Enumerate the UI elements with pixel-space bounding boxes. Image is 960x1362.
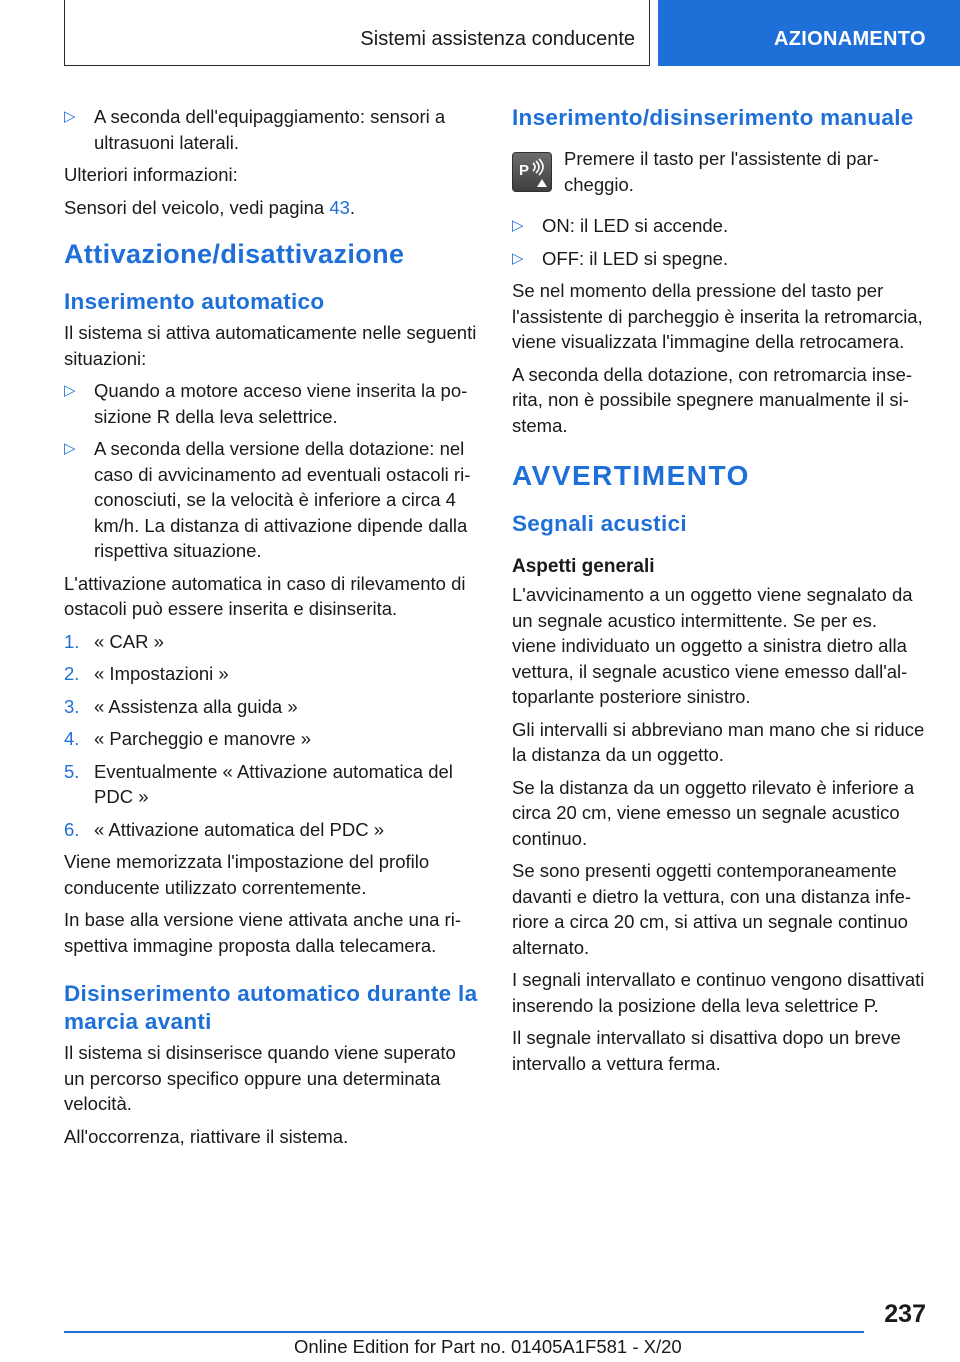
subsection-heading: Disinserimento automatico durante la marcia avanti — [64, 981, 478, 1034]
park-assist-button-icon — [512, 152, 552, 192]
paragraph-text: . — [349, 196, 356, 218]
list-item — [512, 213, 926, 239]
bullet-triangle-icon: ▷ — [512, 217, 524, 234]
section-heading: Attivazione/disattivazione — [64, 239, 405, 269]
footer-divider — [64, 1331, 864, 1333]
paragraph: L'avvicinamento a un oggetto viene segnalato da un segnale acustico intermittente. Se per es. viene individuato un oggetto a sinistra dietro alla vettura, il segnale acustico viene emesso dall'altoparlante posteriore sinistro. — [512, 584, 913, 707]
icon-instruction — [512, 146, 926, 197]
list-item-text: A seconda dell'equipaggiamento: sensori a ultrasuoni laterali. — [94, 106, 446, 153]
list-item — [64, 436, 478, 564]
chapter-tab[interactable] — [658, 0, 960, 66]
paragraph: Ulteriori informazioni: — [64, 164, 238, 185]
step-text: « Attivazione automatica del PDC » — [94, 818, 384, 840]
header-section-box — [64, 0, 650, 66]
list-item — [64, 104, 478, 155]
paragraph: Il sistema si disinserisce quando viene superato un percorso specifico oppure una determinata velocità. — [64, 1042, 456, 1114]
page-link[interactable]: 43 — [329, 196, 350, 218]
chapter-tab-label: AZIONAMENTO — [774, 28, 926, 50]
paragraph: Gli intervalli si abbreviano man mano che si riduce la distanza da un oggetto. — [512, 718, 925, 765]
paragraph: Se la distanza da un oggetto rilevato è inferiore a circa 20 cm, viene emesso un segnale acustico continuo. — [512, 776, 915, 849]
paragraph-sensors — [64, 195, 478, 221]
bullet-triangle-icon: ▷ — [64, 108, 76, 125]
step-number: 4. — [64, 728, 80, 749]
subsection-heading: Inserimento/disinserimento manuale — [512, 105, 914, 130]
paragraph-text: Sensori del veicolo, vedi pagina — [64, 196, 330, 218]
footer-edition: Online Edition for Part no. 01405A1F581 - X/20 — [294, 1336, 682, 1357]
paragraph: L'attivazione automatica in caso di rilevamento di ostacoli può essere inserita e disinserita. — [64, 572, 466, 619]
right-column — [512, 104, 926, 1083]
page-number: 237 — [884, 1300, 926, 1328]
step-number: 2. — [64, 663, 80, 684]
paragraph: Viene memorizzata l'impostazione del profilo conducente utilizzato correntemente. — [64, 851, 430, 898]
minor-heading: Aspetti generali — [512, 556, 655, 577]
step-text: « Parcheggio e manovre » — [94, 728, 311, 749]
subsection-heading: Inserimento automatico — [64, 289, 325, 314]
step-number: 5. — [64, 760, 80, 782]
list-item — [64, 378, 478, 429]
step-item — [64, 629, 478, 655]
bullet-triangle-icon: ▷ — [64, 440, 76, 457]
step-text: « Assistenza alla guida » — [94, 695, 298, 717]
paragraph: I segnali intervallato e continuo vengono disattivati inserendo la posizione della leva selettrice P. — [512, 969, 925, 1016]
paragraph: A seconda della dotazione, con retromarcia inserita, non è possibile spegnere manualmente il sistema. — [512, 363, 913, 436]
list-item — [512, 246, 926, 272]
step-text: « CAR » — [94, 630, 164, 652]
subsection-heading: Segnali acustici — [512, 511, 687, 536]
svg-text:P: P — [519, 162, 530, 179]
step-item — [64, 726, 478, 752]
section-title: Sistemi assistenza conducente — [360, 28, 635, 50]
paragraph: Se nel momento della pressione del tasto per l'assistente di parcheggio è inserita la retromarcia, viene visualizzata l'immagine della retrocamera. — [512, 280, 923, 352]
step-item — [64, 817, 478, 843]
step-number: 6. — [64, 818, 80, 840]
list-item-text: ON: il LED si accende. — [542, 215, 729, 236]
list-item-text: Quando a motore acceso viene inserita la posizione R della leva selettrice. — [94, 380, 468, 427]
step-number: 1. — [64, 630, 80, 652]
warning-heading: AVVERTIMENTO — [512, 460, 750, 491]
left-column — [64, 104, 478, 1156]
bullet-triangle-icon: ▷ — [64, 382, 76, 399]
paragraph: Il segnale intervallato si disattiva dopo un breve intervallo a vettura ferma. — [512, 1027, 901, 1074]
bullet-triangle-icon: ▷ — [512, 249, 524, 267]
step-text: Eventualmente « Attivazione automatica del PDC » — [94, 760, 453, 807]
step-item — [64, 661, 478, 687]
list-item-text: OFF: il LED si spegne. — [542, 247, 729, 269]
paragraph: Se sono presenti oggetti contemporaneamente davanti e dietro la vettura, con una distanza inferiore a circa 20 cm, si attiva un segnale continuo alternato. — [512, 860, 912, 958]
step-number: 3. — [64, 695, 80, 717]
step-item — [64, 759, 478, 810]
paragraph: Il sistema si attiva automaticamente nelle seguenti situazioni: — [64, 322, 477, 369]
icon-instruction-text: Premere il tasto per l'assistente di parcheggio. — [564, 148, 880, 195]
step-text: « Impostazioni » — [94, 663, 229, 684]
paragraph: All'occorrenza, riattivare il sistema. — [64, 1125, 349, 1147]
list-item-text: A seconda della versione della dotazione: nel caso di avvicinamento ad eventuali ostacoli riconosciuti, se la velocità è inferiore a circa 4 km/h. La distanza di attivazione dipende dalla rispettiva situazione. — [94, 438, 471, 561]
paragraph: In base alla versione viene attivata anche una rispettiva immagine proposta dalla telecamera. — [64, 909, 461, 956]
step-item — [64, 694, 478, 720]
